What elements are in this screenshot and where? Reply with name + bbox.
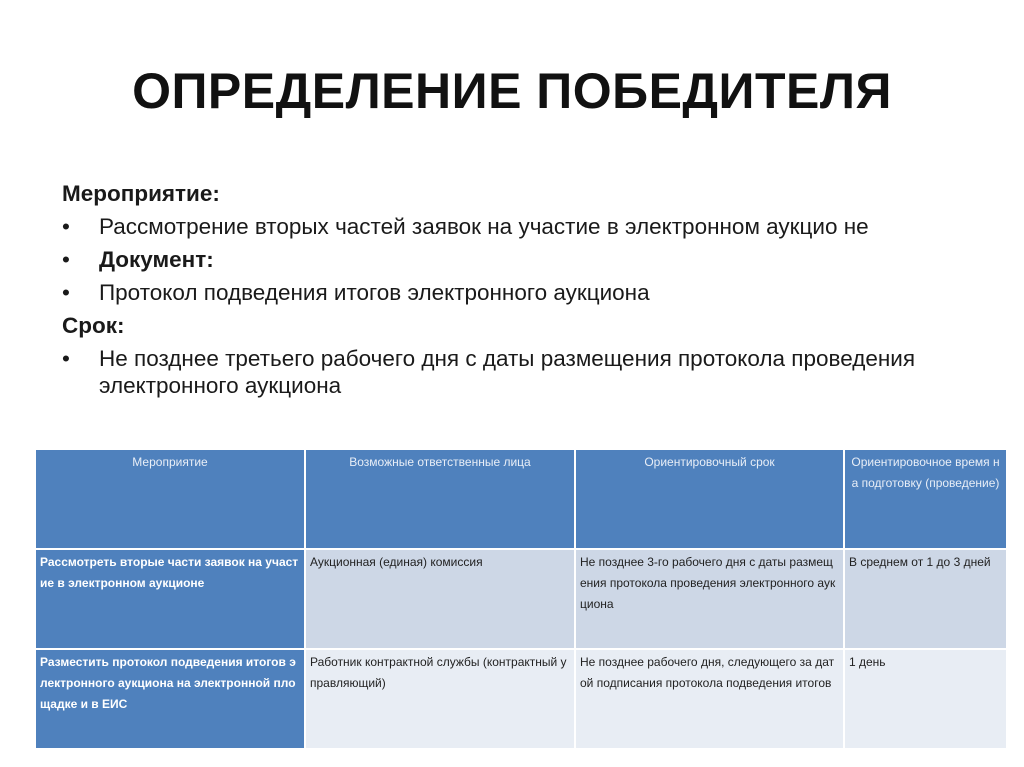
table-header-cell: Ориентировочный срок <box>575 449 844 549</box>
document-text-bullet <box>62 279 962 306</box>
event-bullet <box>62 213 962 240</box>
plan-table <box>34 448 1008 750</box>
table-header-cell: Ориентировочное время на подготовку (проведение) <box>844 449 1007 549</box>
document-text: Протокол подведения итогов электронного аукциона <box>99 280 650 305</box>
bullet-icon: • <box>62 280 70 305</box>
table-cell-time: 1 день <box>844 649 1007 749</box>
event-heading: Мероприятие: <box>62 181 220 206</box>
table-cell-term: Не позднее 3-го рабочего дня с даты размещения протокола проведения электронного аукциона <box>575 549 844 649</box>
page-title: ОПРЕДЕЛЕНИЕ ПОБЕДИТЕЛЯ <box>132 63 892 119</box>
table-cell-time: В среднем от 1 до 3 дней <box>844 549 1007 649</box>
table-cell-term: Не позднее рабочего дня, следующего за датой подписания протокола подведения итогов <box>575 649 844 749</box>
table-cell-responsible: Работник контрактной службы (контрактный управляющий) <box>305 649 575 749</box>
bullet-icon: • <box>62 247 70 272</box>
bullet-icon: • <box>62 214 70 239</box>
table-row <box>35 649 1007 749</box>
content-block <box>62 180 962 405</box>
event-text: Рассмотрение вторых частей заявок на участие в электронном аукцио не <box>99 214 869 239</box>
bullet-icon: • <box>62 346 70 371</box>
table-header-row <box>35 449 1007 549</box>
table-header-cell: Возможные ответственные лица <box>305 449 575 549</box>
table-cell-responsible: Аукционная (единая) комиссия <box>305 549 575 649</box>
term-heading: Срок: <box>62 313 125 338</box>
term-text: Не позднее третьего рабочего дня с даты размещения протокола проведения электронного аукциона <box>99 346 916 398</box>
table-row <box>35 549 1007 649</box>
document-bullet <box>62 246 962 273</box>
term-bullet <box>62 345 962 399</box>
table-header-cell: Мероприятие <box>35 449 305 549</box>
table-cell-event: Рассмотреть вторые части заявок на участие в электронном аукционе <box>35 549 305 649</box>
document-heading: Документ: <box>99 247 214 272</box>
table-cell-event: Разместить протокол подведения итогов электронного аукциона на электронной площадке и в ЕИС <box>35 649 305 749</box>
